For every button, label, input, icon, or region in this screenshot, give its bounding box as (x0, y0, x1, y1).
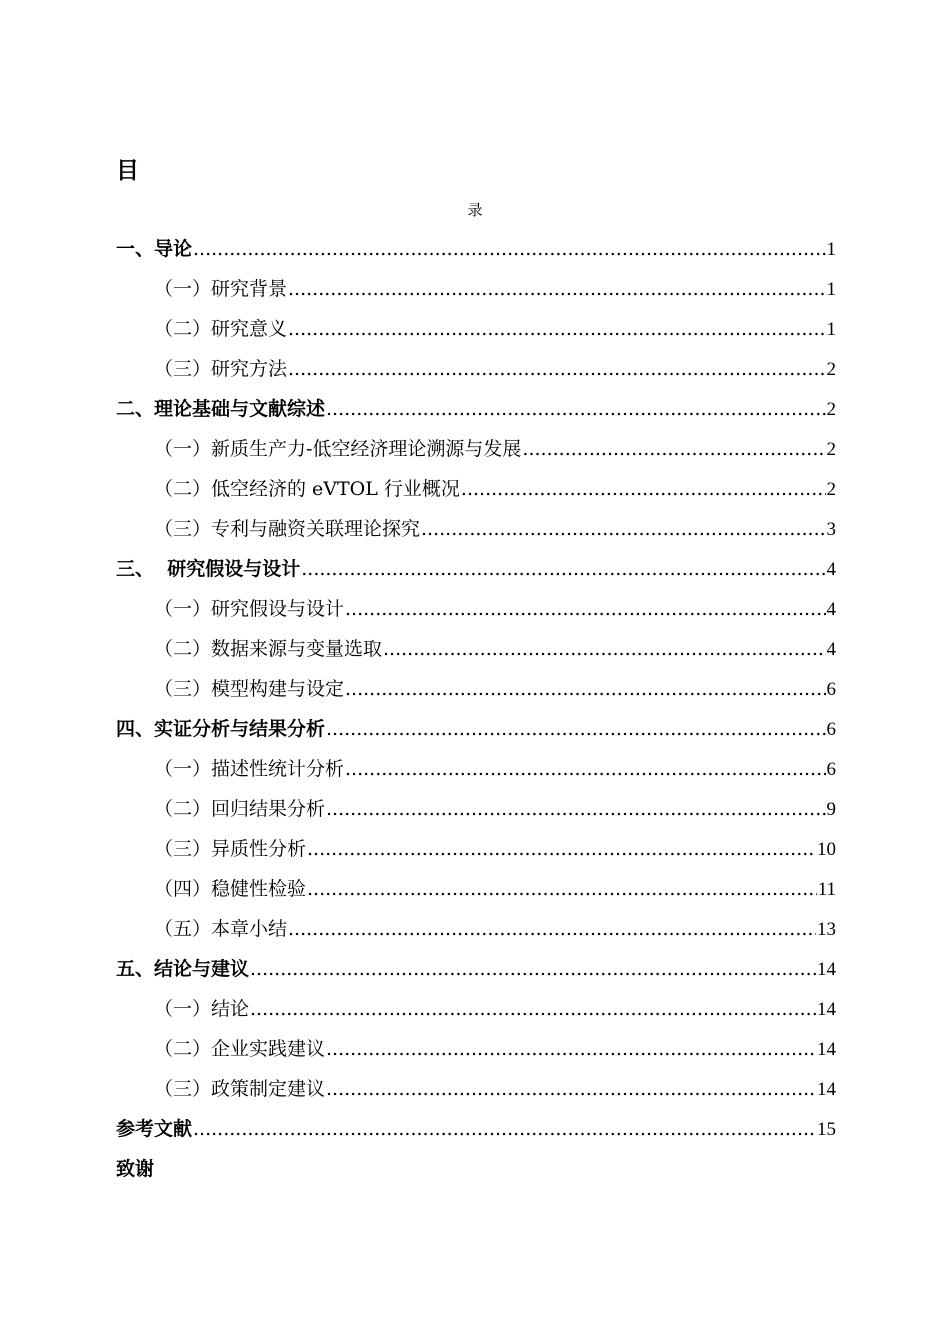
toc-entry-label: （三）研究方法 (154, 358, 288, 380)
toc-leader-dots (307, 869, 817, 909)
toc-leader-dots (326, 389, 825, 429)
toc-entry-page: 1 (826, 319, 836, 340)
toc-entry[interactable] (116, 909, 836, 949)
toc-entry[interactable] (116, 629, 836, 669)
toc-entry-label: （三）模型构建与设定 (154, 678, 345, 700)
toc-entry-label: 四、实证分析与结果分析 (116, 718, 326, 740)
toc-entry-page: 11 (817, 879, 836, 900)
toc-entry-page: 2 (826, 359, 836, 380)
toc-leader-dots (345, 669, 825, 709)
toc-entry-page: 4 (826, 599, 836, 620)
toc-leader-dots (250, 949, 816, 989)
toc-leader-dots (522, 429, 825, 469)
toc-entry-page: 3 (826, 519, 836, 540)
toc-entry[interactable] (116, 589, 836, 629)
toc-entry[interactable] (116, 1069, 836, 1109)
toc-entry-page: 13 (817, 919, 836, 940)
toc-leader-dots (383, 629, 825, 669)
toc-entry[interactable] (116, 789, 836, 829)
toc-leader-dots (345, 749, 825, 789)
toc-entry[interactable] (116, 549, 836, 589)
toc-entry[interactable] (116, 389, 836, 429)
toc-leader-dots (301, 549, 825, 589)
toc-entry-label: （五）本章小结 (154, 918, 288, 940)
toc-leader-dots (288, 909, 816, 949)
toc-entry[interactable] (116, 309, 836, 349)
toc-entry-page: 14 (817, 999, 836, 1020)
toc-entry[interactable] (116, 469, 836, 509)
toc-entry-label: （一）研究假设与设计 (154, 598, 345, 620)
toc-entry-label: 二、理论基础与文献综述 (116, 398, 326, 420)
toc-leader-dots (326, 789, 825, 829)
toc-entry[interactable] (116, 509, 836, 549)
toc-entry-label: （二）数据来源与变量选取 (154, 638, 383, 660)
toc-entry-label: 五、结论与建议 (116, 958, 250, 980)
toc-entry-label: （二）回归结果分析 (154, 798, 326, 820)
toc-entry[interactable] (116, 349, 836, 389)
toc-entry-page: 14 (817, 959, 836, 980)
toc-entry-page: 4 (826, 559, 836, 580)
toc-entry[interactable] (116, 1149, 836, 1189)
toc-entry-label: 致谢 (116, 1158, 155, 1180)
toc-entry-label: （二）低空经济的 eVTOL 行业概况 (154, 478, 460, 500)
toc-entry[interactable] (116, 1029, 836, 1069)
table-of-contents (116, 229, 836, 1189)
toc-entry[interactable] (116, 989, 836, 1029)
toc-leader-dots (326, 1069, 816, 1109)
toc-entry-page: 1 (826, 279, 836, 300)
toc-entry[interactable] (116, 669, 836, 709)
toc-entry[interactable] (116, 869, 836, 909)
toc-title-main: 目 (116, 158, 139, 184)
toc-entry-label: 参考文献 (116, 1118, 193, 1140)
toc-entry-label: 一、导论 (116, 238, 193, 260)
toc-entry[interactable] (116, 1109, 836, 1149)
toc-entry-label: （三）异质性分析 (154, 838, 307, 860)
toc-title-sub: 录 (467, 201, 483, 219)
toc-entry-label: （四）稳健性检验 (154, 878, 307, 900)
toc-entry[interactable] (116, 229, 836, 269)
toc-entry-page: 14 (817, 1079, 836, 1100)
toc-entry-label: （二）企业实践建议 (154, 1038, 326, 1060)
toc-entry[interactable] (116, 949, 836, 989)
toc-entry-page: 9 (826, 799, 836, 820)
toc-leader-dots (288, 269, 825, 309)
toc-leader-dots (461, 469, 826, 509)
toc-leader-dots (326, 1029, 816, 1069)
toc-entry-label: （三）政策制定建议 (154, 1078, 326, 1100)
toc-leader-dots (250, 989, 816, 1029)
toc-entry-page: 14 (817, 1039, 836, 1060)
toc-entry-page: 2 (826, 439, 836, 460)
toc-entry-label: （一）结论 (154, 998, 250, 1020)
toc-leader-dots (288, 349, 825, 389)
toc-entry[interactable] (116, 429, 836, 469)
toc-entry-label: （二）研究意义 (154, 318, 288, 340)
toc-entry-page: 4 (826, 639, 836, 660)
toc-leader-dots (421, 509, 825, 549)
toc-entry-page: 2 (826, 479, 836, 500)
toc-entry-label: （一）研究背景 (154, 278, 288, 300)
toc-leader-dots (193, 229, 825, 269)
toc-entry-label: 三、 研究假设与设计 (116, 558, 301, 580)
toc-entry-page: 1 (826, 239, 836, 260)
toc-entry-page: 10 (817, 839, 836, 860)
toc-leader-dots (326, 709, 825, 749)
toc-entry-page: 6 (826, 719, 836, 740)
toc-entry-page: 6 (826, 679, 836, 700)
toc-leader-dots (307, 829, 816, 869)
toc-entry[interactable] (116, 709, 836, 749)
toc-entry[interactable] (116, 749, 836, 789)
toc-entry-label: （三）专利与融资关联理论探究 (154, 518, 421, 540)
toc-entry-label: （一）描述性统计分析 (154, 758, 345, 780)
toc-leader-dots (288, 309, 825, 349)
toc-entry[interactable] (116, 269, 836, 309)
toc-leader-dots (193, 1109, 816, 1149)
toc-entry-page: 6 (826, 759, 836, 780)
toc-entry-page: 15 (817, 1119, 836, 1140)
toc-entry-label: （一）新质生产力-低空经济理论溯源与发展 (154, 438, 522, 460)
toc-entry-page: 2 (826, 399, 836, 420)
toc-leader-dots (345, 589, 825, 629)
toc-entry[interactable] (116, 829, 836, 869)
